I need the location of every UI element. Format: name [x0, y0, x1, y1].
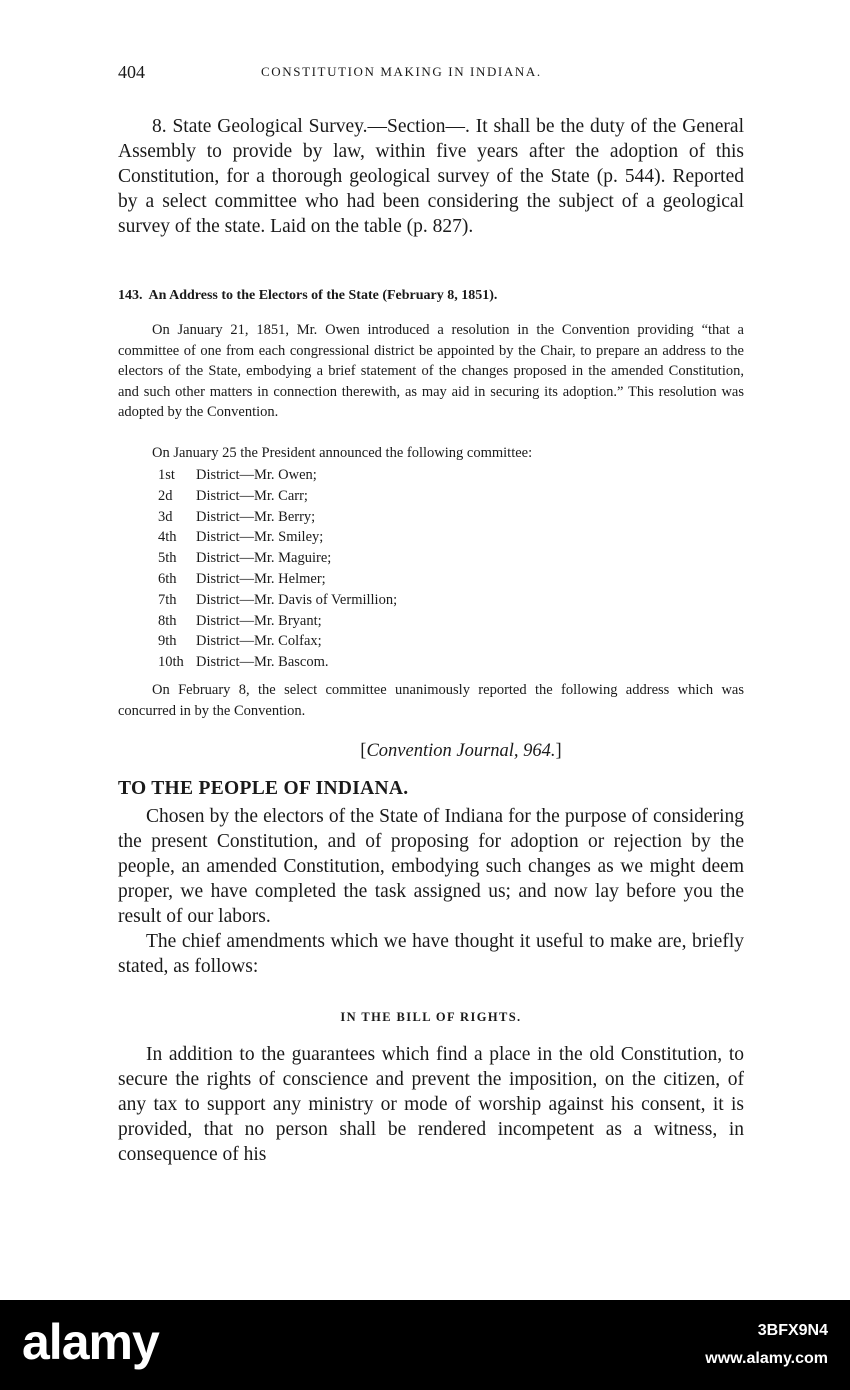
- district-member: District—Mr. Owen;: [196, 467, 317, 483]
- address-paragraph-chosen: Chosen by the electors of the State of Indiana for the purpose of considering the present Constitution, and of proposing for adoption or rejection by the people, an amended Constitution, embodying such changes as we might deem proper, we have completed the task assigned us; and now lay before you the result of our labors.: [118, 806, 744, 927]
- page-number: 404: [118, 62, 145, 82]
- district-number: 6th: [158, 570, 177, 587]
- district-member: District—Mr. Helmer;: [196, 570, 326, 587]
- district-number: 10th: [158, 654, 184, 671]
- resolution-paragraph: On January 21, 1851, Mr. Owen introduced a resolution in the Convention providing “that a committee of one from each congressional district be appointed by the Chair, to prepare an address to the electors of the State, embodying a brief statement of the changes proposed in the amended Constitution, and such other matters in connection therewith, as may aid in securing its adoption.” This resolution was adopted by the Convention.: [118, 322, 744, 420]
- committee-item: [158, 507, 397, 528]
- committee-item: [158, 569, 397, 590]
- watermark-bar: [0, 1300, 850, 1390]
- running-head: [118, 62, 744, 86]
- district-member: District—Mr. Maguire;: [196, 550, 332, 567]
- committee-list: [158, 465, 397, 673]
- journal-citation: Convention Journal, 964.: [366, 741, 556, 761]
- district-member: District—Mr. Bryant;: [196, 612, 322, 629]
- committee-item: [158, 486, 397, 507]
- district-number: 7th: [158, 591, 177, 608]
- report-paragraph: On February 8, the select committee unanimously reported the following address which was concurred in by the Convention.: [118, 682, 744, 719]
- district-number: 5th: [158, 550, 177, 567]
- district-number: 9th: [158, 633, 177, 650]
- district-number: 3d: [158, 508, 173, 525]
- journal-open-bracket: [: [360, 741, 367, 761]
- section-title: An Address to the Electors of the State (February 8, 1851).: [148, 288, 498, 303]
- bill-of-rights-subheading: IN THE BILL OF RIGHTS.: [340, 1010, 522, 1024]
- address-paragraph-amendments: The chief amendments which we have thought it useful to make are, briefly stated, as follows:: [118, 931, 744, 977]
- committee-item: [158, 631, 397, 652]
- district-number: 4th: [158, 529, 177, 546]
- committee-item: [158, 465, 397, 486]
- running-title: CONSTITUTION MAKING IN INDIANA.: [261, 64, 542, 79]
- district-member: District—Mr. Bascom.: [196, 654, 329, 671]
- district-number: 1st: [158, 467, 175, 483]
- bill-of-rights-paragraph: In addition to the guarantees which find a place in the old Constitution, to secure the rights of conscience and prevent the imposition, on the citizen, of any tax to support any ministry or mode of worship against his consent, it is provided, that no person shall be rendered incompetent as a witness, in consequence of his: [118, 1044, 744, 1165]
- district-member: District—Mr. Berry;: [196, 508, 316, 525]
- committee-item: [158, 527, 397, 548]
- district-member: District—Mr. Davis of Vermillion;: [196, 591, 398, 608]
- district-member: District—Mr. Smiley;: [196, 529, 324, 546]
- image-id: 3BFX9N4: [757, 1322, 828, 1339]
- alamy-logo: alamy: [22, 1314, 159, 1370]
- watermark-url: www.alamy.com: [705, 1350, 828, 1367]
- committee-item: [158, 548, 397, 569]
- district-number: 2d: [158, 487, 173, 504]
- district-member: District—Mr. Carr;: [196, 487, 308, 504]
- section-heading: [118, 288, 744, 304]
- committee-item: [158, 652, 397, 673]
- journal-reference: [118, 741, 744, 762]
- announcement-paragraph: On January 25 the President announced the following committee:: [152, 445, 533, 461]
- district-number: 8th: [158, 612, 177, 629]
- district-member: District—Mr. Colfax;: [196, 633, 322, 650]
- section-number: 143.: [118, 288, 143, 303]
- committee-item: [158, 590, 397, 611]
- geological-survey-paragraph: 8. State Geological Survey.—Section—. It shall be the duty of the General Assembly to provide by law, within five years after the adoption of this Constitution, for a thorough geological survey of the State (p. 544). Reported by a select committee who had been considering the subject of a geological survey of the state. Laid on the table (p. 827).: [118, 116, 744, 237]
- committee-item: [158, 611, 397, 632]
- address-title: TO THE PEOPLE OF INDIANA.: [118, 778, 409, 799]
- journal-close-bracket: ]: [555, 741, 562, 761]
